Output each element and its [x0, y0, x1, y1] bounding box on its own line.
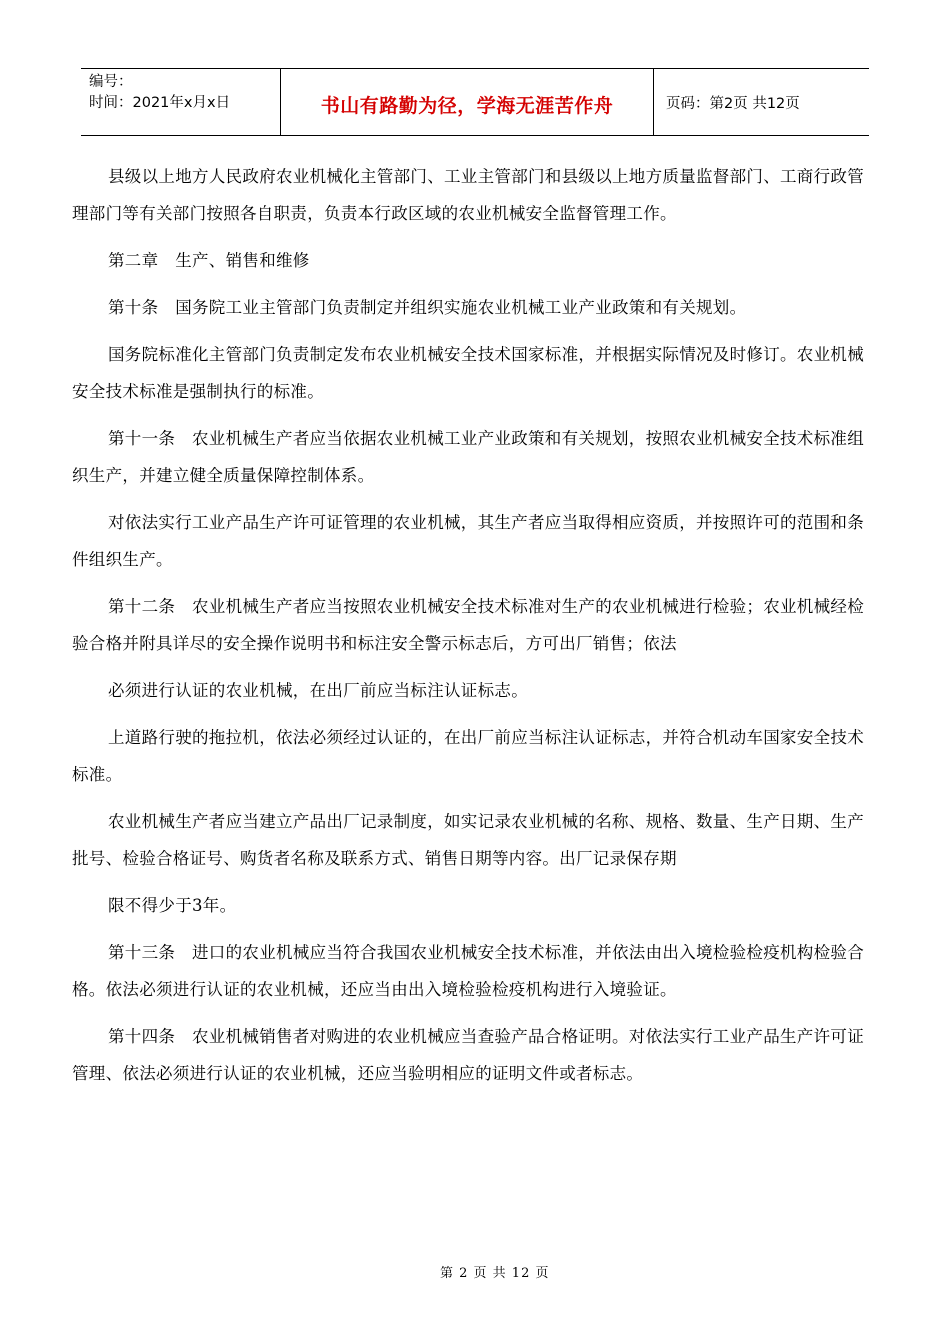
paragraph: 第十三条 进口的农业机械应当符合我国农业机械安全技术标准，并依法由出入境检验检疫机构检验合格。依法必须进行认证的农业机械，还应当由出入境检验检疫机构进行入境验证。	[72, 943, 864, 999]
paragraph: 第十二条 农业机械生产者应当按照农业机械安全技术标准对生产的农业机械进行检验；农业机械经检验合格并附具详尽的安全操作说明书和标注安全警示标志后，方可出厂销售；依法	[72, 597, 864, 653]
paragraph: 国务院标准化主管部门负责制定发布农业机械安全技术国家标准，并根据实际情况及时修订。农业机械安全技术标准是强制执行的标准。	[72, 345, 864, 401]
document-header	[81, 68, 869, 136]
page-info: 页码：第2页 共12页	[666, 95, 800, 112]
header-page-info-cell	[654, 69, 869, 135]
paragraph: 第十一条 农业机械生产者应当依据农业机械工业产业政策和有关规划，按照农业机械安全技术标准组织生产，并建立健全质量保障控制体系。	[72, 429, 864, 485]
paragraph: 第十条 国务院工业主管部门负责制定并组织实施农业机械工业产业政策和有关规划。	[108, 298, 747, 317]
paragraph: 限不得少于3年。	[108, 896, 237, 915]
paragraph: 必须进行认证的农业机械，在出厂前应当标注认证标志。	[108, 681, 528, 700]
motto-text: 书山有路勤为径，学海无涯苦作舟	[320, 94, 614, 117]
paragraph: 第十四条 农业机械销售者对购进的农业机械应当查验产品合格证明。对依法实行工业产品生产许可证管理、依法必须进行认证的农业机械，还应当验明相应的证明文件或者标志。	[72, 1027, 864, 1083]
paragraph: 对依法实行工业产品生产许可证管理的农业机械，其生产者应当取得相应资质，并按照许可的范围和条件组织生产。	[72, 513, 864, 569]
header-meta	[81, 69, 281, 135]
page-footer: 第 2 页 共 12 页	[440, 1266, 550, 1281]
paragraph: 农业机械生产者应当建立产品出厂记录制度，如实记录农业机械的名称、规格、数量、生产日期、生产批号、检验合格证号、购货者名称及联系方式、销售日期等内容。出厂记录保存期	[72, 812, 864, 868]
number-label: 编号：	[89, 74, 133, 90]
header-motto-cell	[281, 69, 654, 135]
time-label: 时间：2021年x月x日	[89, 95, 231, 111]
chapter-heading: 第二章 生产、销售和维修	[108, 251, 310, 270]
document-body	[72, 158, 880, 1092]
paragraph: 县级以上地方人民政府农业机械化主管部门、工业主管部门和县级以上地方质量监督部门、工商行政管理部门等有关部门按照各自职责，负责本行政区域的农业机械安全监督管理工作。	[72, 167, 864, 223]
paragraph: 上道路行驶的拖拉机，依法必须经过认证的，在出厂前应当标注认证标志，并符合机动车国家安全技术标准。	[72, 728, 864, 784]
